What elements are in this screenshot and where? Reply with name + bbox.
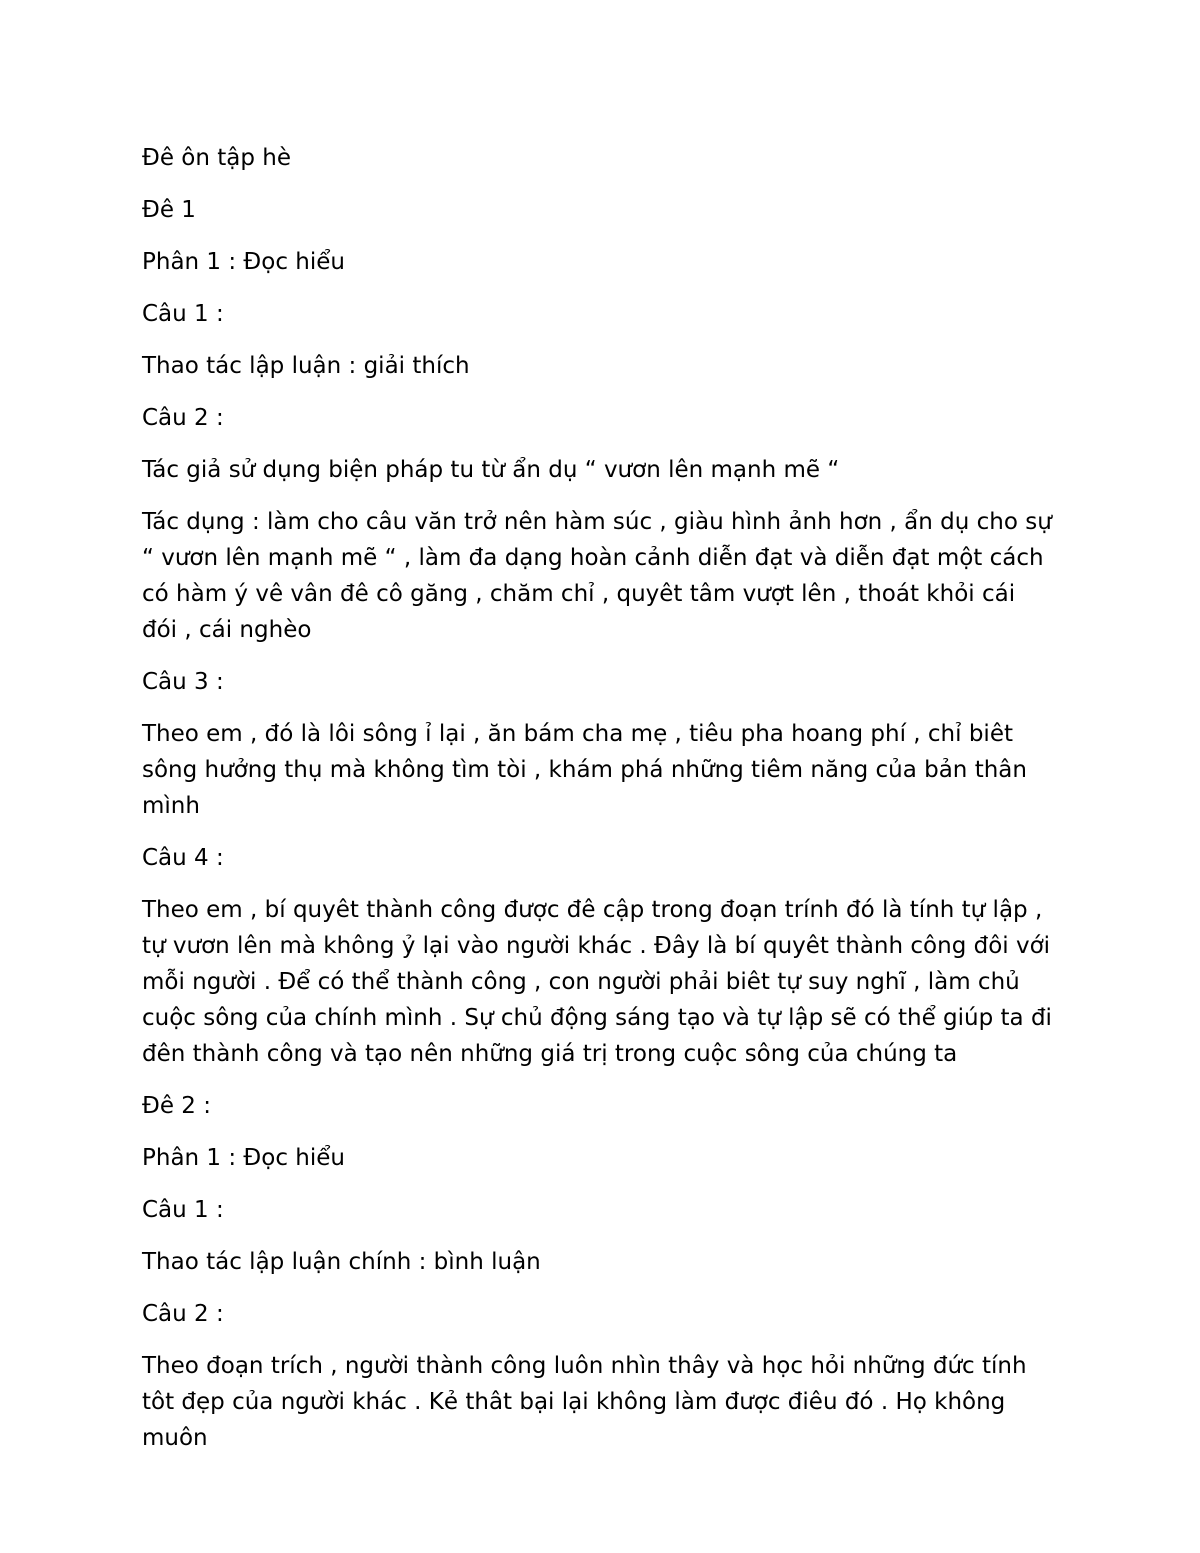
question-label: Câu 1 : bbox=[142, 1197, 224, 1223]
answer-paragraph: Tác dụng : làm cho câu văn trở nên hàm súc , giàu hình ảnh hơn , ẩn dụ cho sự “ vươn lên mạnh mẽ “ , làm đa dạng hoàn cảnh diễn đạt và diễn đạt một cách có hàm ý vê vân đê cô găng , chăm chỉ , quyêt tâm vượt lên , thoát khỏi cái đói , cái nghèo bbox=[142, 509, 1052, 643]
document-title: Đê ôn tập hè bbox=[142, 145, 291, 171]
question-label: Câu 2 : bbox=[142, 405, 224, 431]
section-heading: Phân 1 : Đọc hiểu bbox=[142, 1145, 345, 1171]
question-label: Câu 3 : bbox=[142, 669, 224, 695]
section-heading: Phân 1 : Đọc hiểu bbox=[142, 249, 345, 275]
document-body bbox=[142, 140, 1057, 1472]
question-label: Câu 1 : bbox=[142, 301, 224, 327]
answer-paragraph: Theo em , đó là lôi sông ỉ lại , ăn bám cha mẹ , tiêu pha hoang phí , chỉ biêt sông hưởng thụ mà không tìm tòi , khám phá những tiêm năng của bản thân mình bbox=[142, 721, 1027, 819]
answer-paragraph: Theo đoạn trích , người thành công luôn nhìn thây và học hỏi những đức tính tôt đẹp của người khác . Kẻ thât bại lại không làm được điêu đó . Họ không muôn bbox=[142, 1353, 1027, 1451]
exam-heading: Đê 2 : bbox=[142, 1093, 211, 1119]
question-label: Câu 4 : bbox=[142, 845, 224, 871]
answer-paragraph: Tác giả sử dụng biện pháp tu từ ẩn dụ “ vươn lên mạnh mẽ “ bbox=[142, 457, 840, 483]
answer-paragraph: Thao tác lập luận : giải thích bbox=[142, 353, 470, 379]
answer-paragraph: Thao tác lập luận chính : bình luận bbox=[142, 1249, 541, 1275]
answer-paragraph: Theo em , bí quyêt thành công được đê cập trong đoạn trính đó là tính tự lập , tự vươn lên mà không ỷ lại vào người khác . Đây là bí quyêt thành công đôi với mỗi người . Để có thể thành công , con người phải biêt tự suy nghĩ , làm chủ cuộc sông của chính mình . Sự chủ động sáng tạo và tự lập sẽ có thể giúp ta đi đên thành công và tạo nên những giá trị trong cuộc sông của chúng ta bbox=[142, 897, 1052, 1067]
question-label: Câu 2 : bbox=[142, 1301, 224, 1327]
exam-heading: Đê 1 bbox=[142, 197, 196, 223]
